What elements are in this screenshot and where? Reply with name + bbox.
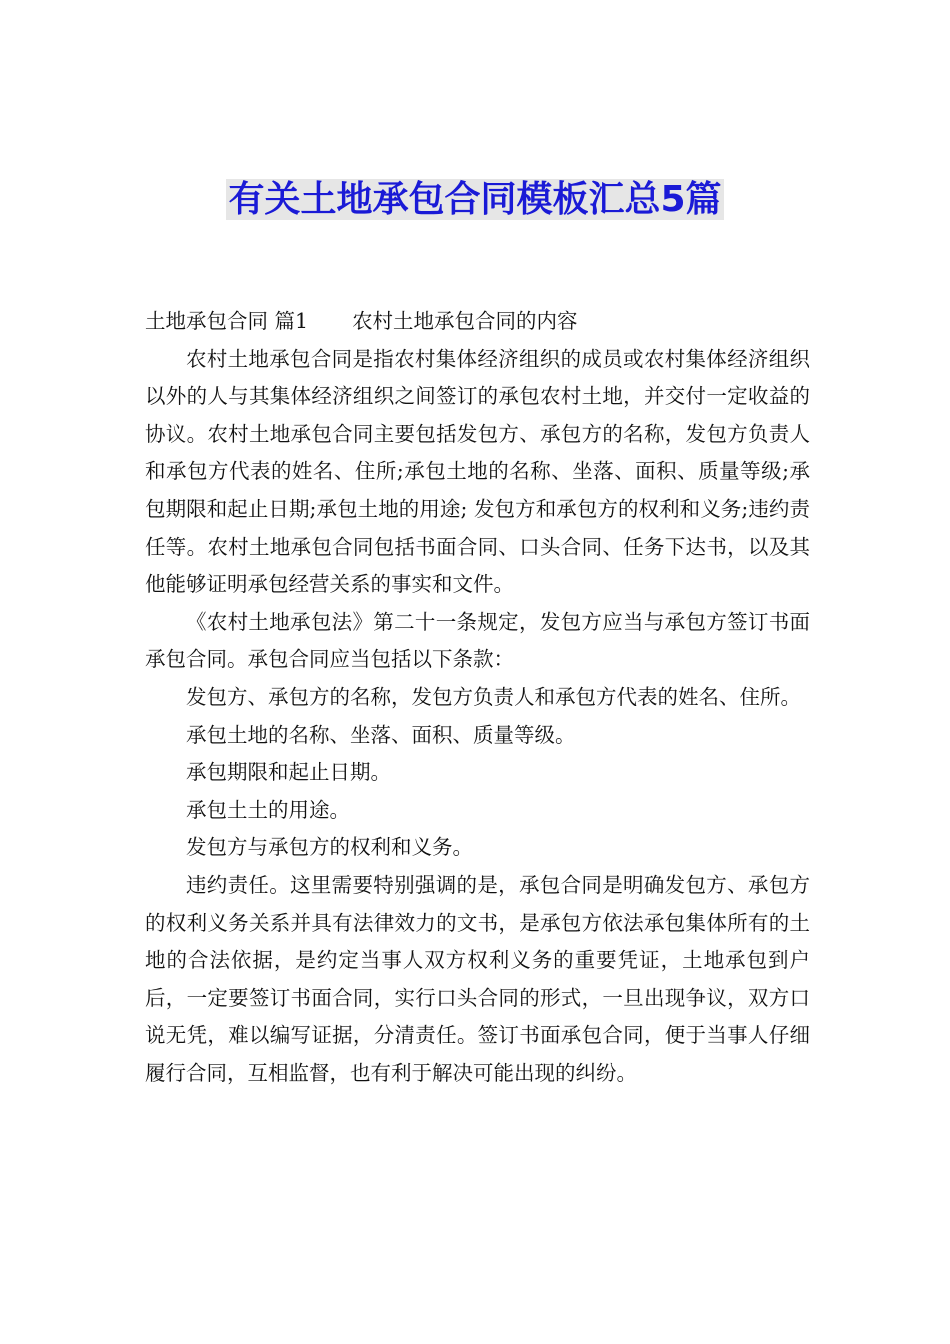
section-subtitle: 农村土地承包合同的内容: [352, 309, 578, 333]
section-label: 土地承包合同 篇1: [145, 309, 309, 333]
paragraph: 农村土地承包合同是指农村集体经济组织的成员或农村集体经济组织以外的人与其集体经济组织之间签订的承包农村土地，并交付一定收益的协议。农村土地承包合同主要包括发包方、承包方的名称，发包方负责人和承包方代表的姓名、住所;承包土地的名称、坐落、面积、质量等级;承包期限和起止日期;承包土地的用途; 发包方和承包方的权利和义务;违约责任等。农村土地承包合同包括书面合同、口头合同、任务下达书，以及其他能够证明承包经营关系的事实和文件。: [145, 346, 810, 597]
list-item: 发包方与承包方的权利和义务。: [186, 835, 473, 860]
list-item: 承包期限和起止日期。: [186, 760, 391, 785]
list-item: 承包土地的名称、坐落、面积、质量等级。: [186, 722, 576, 747]
document-title: [0, 172, 950, 228]
paragraph: 违约责任。这里需要特别强调的是，承包合同是明确发包方、承包方的权利义务关系并具有法律效力的文书，是承包方依法承包集体所有的土地的合法依据，是约定当事人双方权利义务的重要凭证，土地承包到户后，一定要签订书面合同，实行口头合同的形式，一旦出现争议，双方口说无凭，难以编写证据，分清责任。签订书面承包合同，便于当事人仔细履行合同，互相监督，也有利于解决可能出现的纠纷。: [145, 872, 810, 1085]
section-heading: [145, 303, 810, 341]
document-body: [145, 303, 810, 1092]
list-item: 承包土土的用途。: [186, 797, 350, 822]
document-title-text: 有关土地承包合同模板汇总5篇: [228, 179, 722, 220]
list-item: 发包方、承包方的名称，发包方负责人和承包方代表的姓名、住所。: [186, 684, 801, 709]
paragraph: 《农村土地承包法》第二十一条规定，发包方应当与承包方签订书面承包合同。承包合同应当包括以下条款：: [145, 609, 810, 672]
